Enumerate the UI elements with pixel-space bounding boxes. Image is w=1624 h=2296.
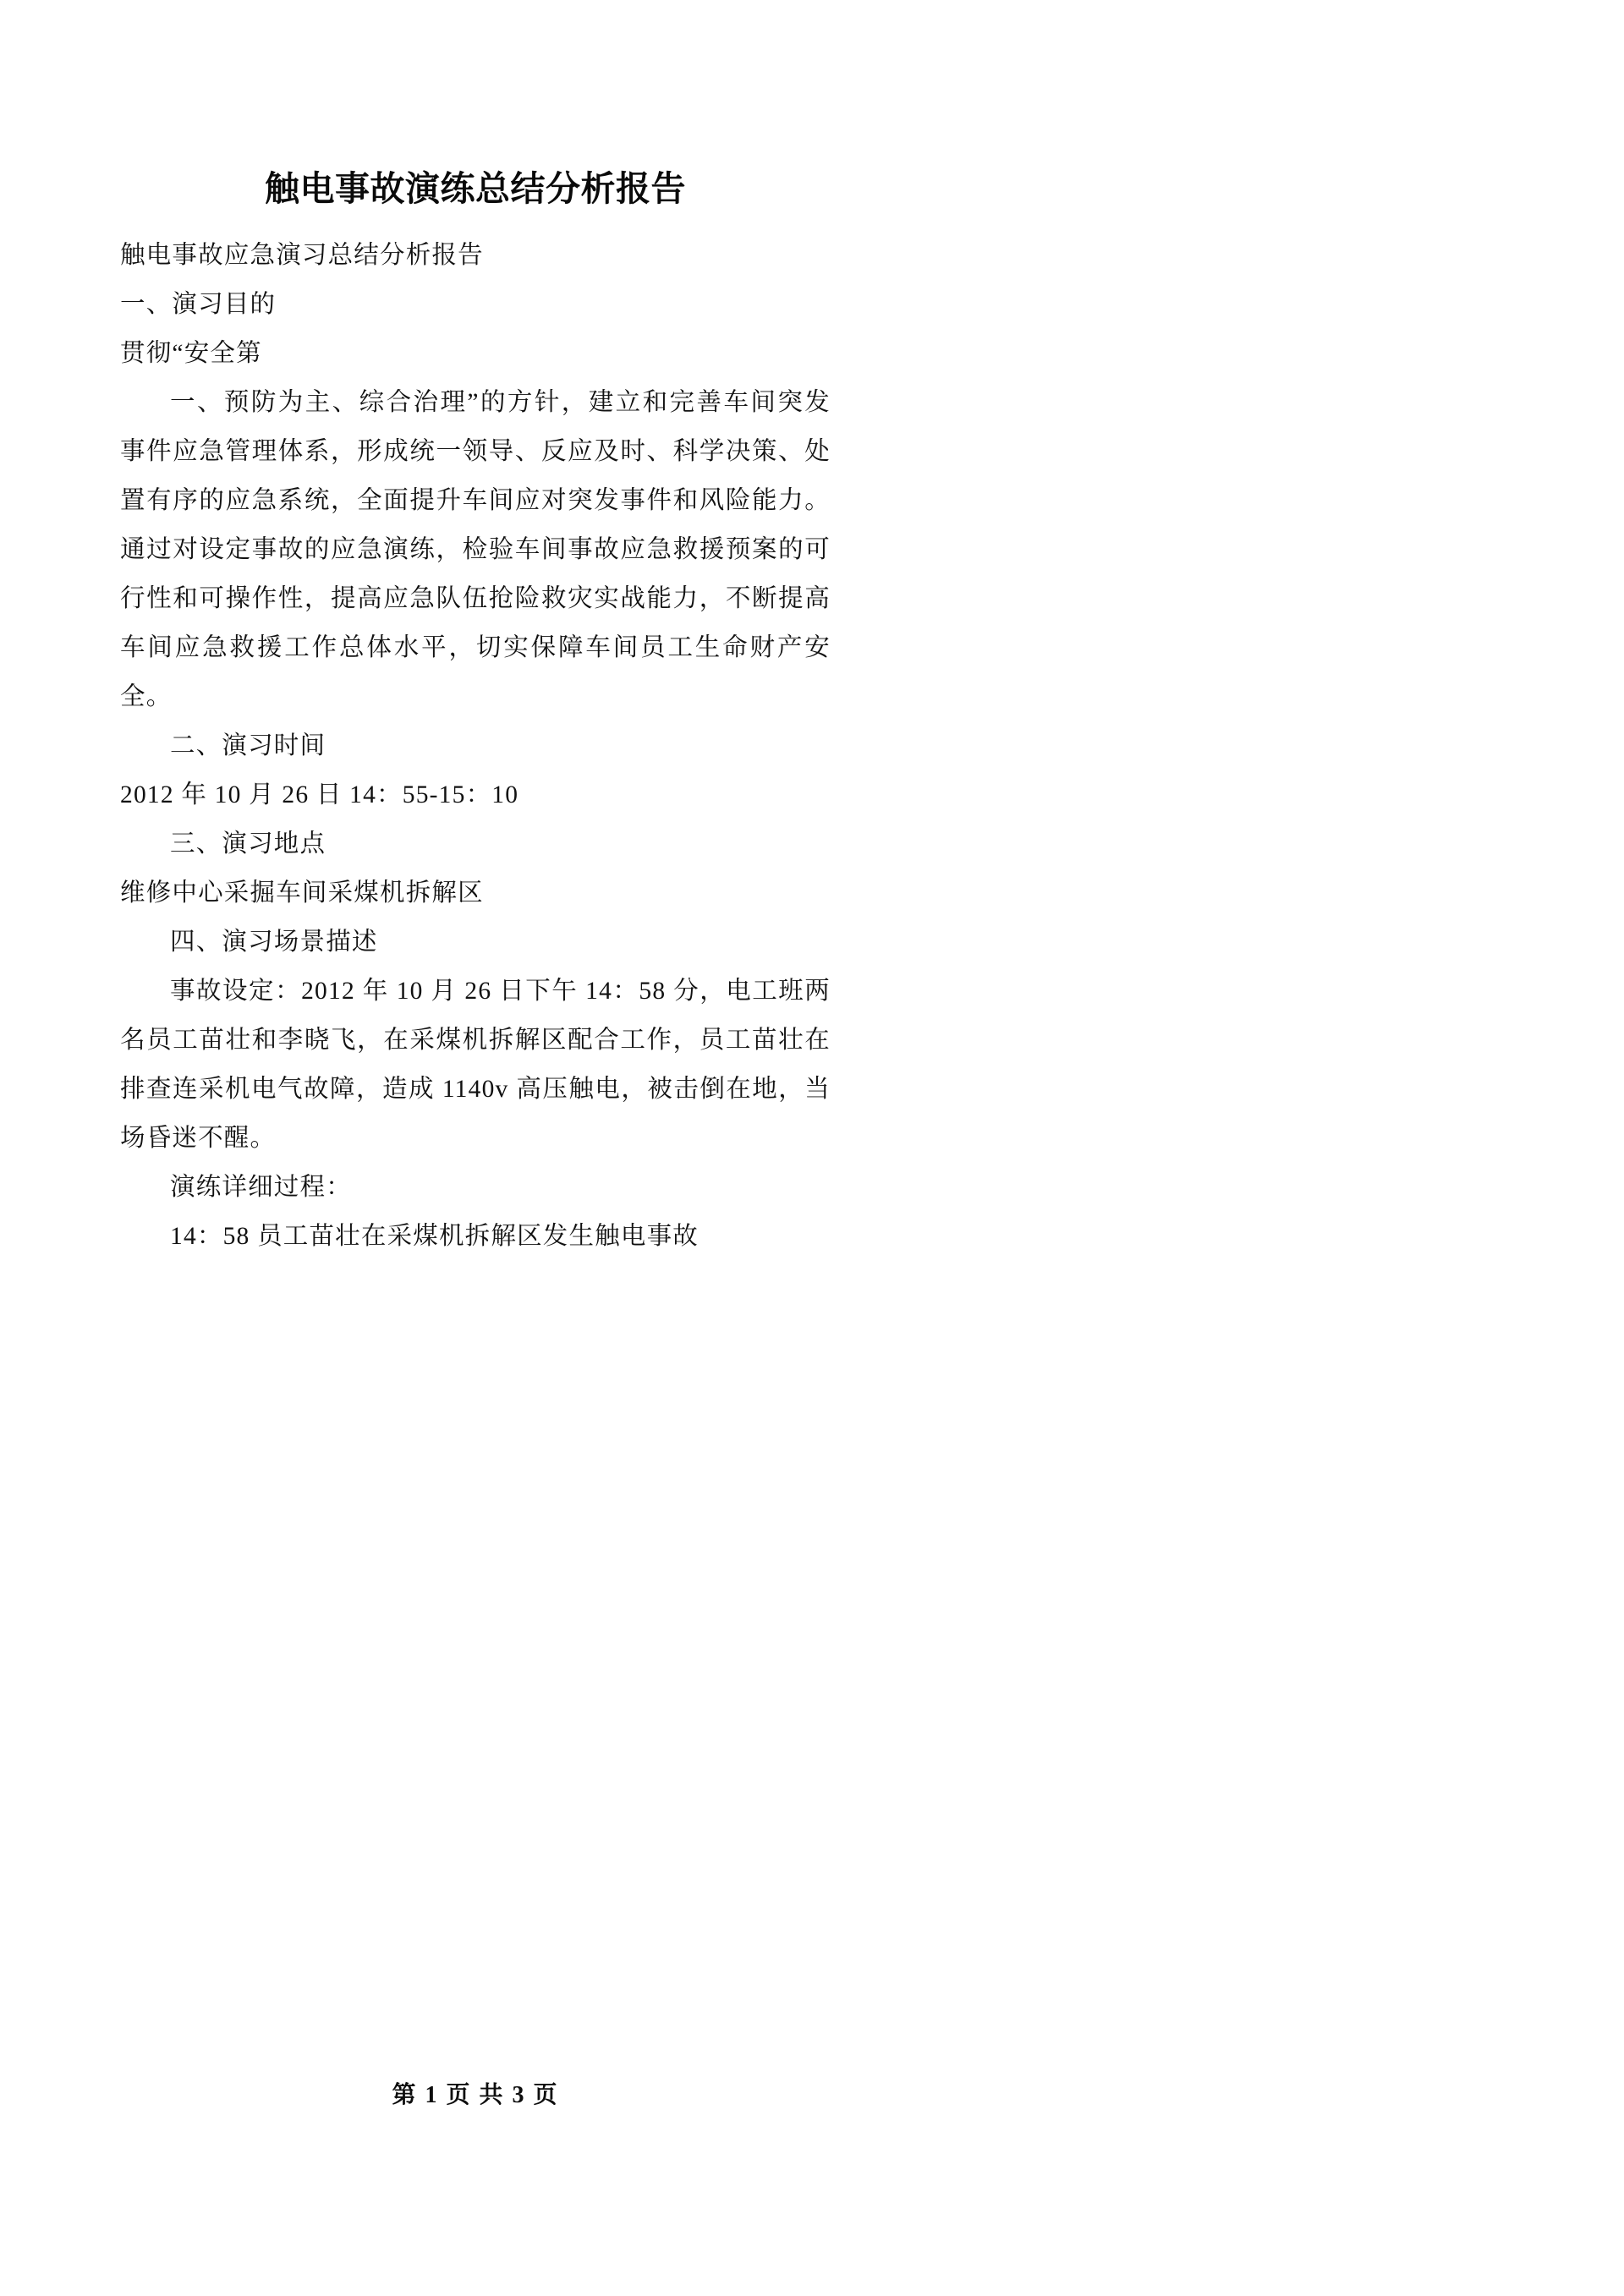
paragraph-heading-section-4: 四、演习场景描述 <box>170 929 378 956</box>
paragraph-process-first-entry: 14：58 员工苗壮在采煤机拆解区发生触电事故 <box>170 1223 699 1251</box>
paragraph-drill-location: 维修中心采掘车间采煤机拆解区 <box>120 879 484 907</box>
page-content <box>120 0 831 1261</box>
paragraph: 触电事故应急演习总结分析报告 <box>120 242 484 270</box>
document-body <box>120 231 831 1261</box>
paragraph-heading-section-2: 二、演习时间 <box>170 732 326 760</box>
paragraph-drill-time: 2012 年 10 月 26 日 14：55-15：10 <box>120 781 519 809</box>
page-footer: 第 1 页 共 3 页 <box>392 2082 559 2108</box>
paragraph: 贯彻“安全第 <box>120 340 262 368</box>
paragraph-heading-section-3: 三、演习地点 <box>170 830 326 858</box>
paragraph-heading-section-1: 一、演习目的 <box>120 291 277 319</box>
paragraph-scenario-description: 事故设定：2012 年 10 月 26 日下午 14：58 分，电工班两名员工苗壮和李晓飞，在采煤机拆解区配合工作，员工苗壮在排查连采机电气故障，造成 1140v 高压触电，被击倒在地，当场昏迷不醒。 <box>120 978 831 1153</box>
paragraph-process-heading: 演练详细过程： <box>170 1174 352 1202</box>
page-title: 触电事故演练总结分析报告 <box>265 168 686 209</box>
paragraph-purpose-body: 一、预防为主、综合治理”的方针，建立和完善车间突发事件应急管理体系，形成统一领导、反应及时、科学决策、处置有序的应急系统，全面提升车间应对突发事件和风险能力。通过对设定事故的应急演练，检验车间事故应急救援预案的可行性和可操作性，提高应急队伍抢险救灾实战能力，不断提高车间应急救援工作总体水平，切实保障车间员工生命财产安全。 <box>120 389 831 711</box>
